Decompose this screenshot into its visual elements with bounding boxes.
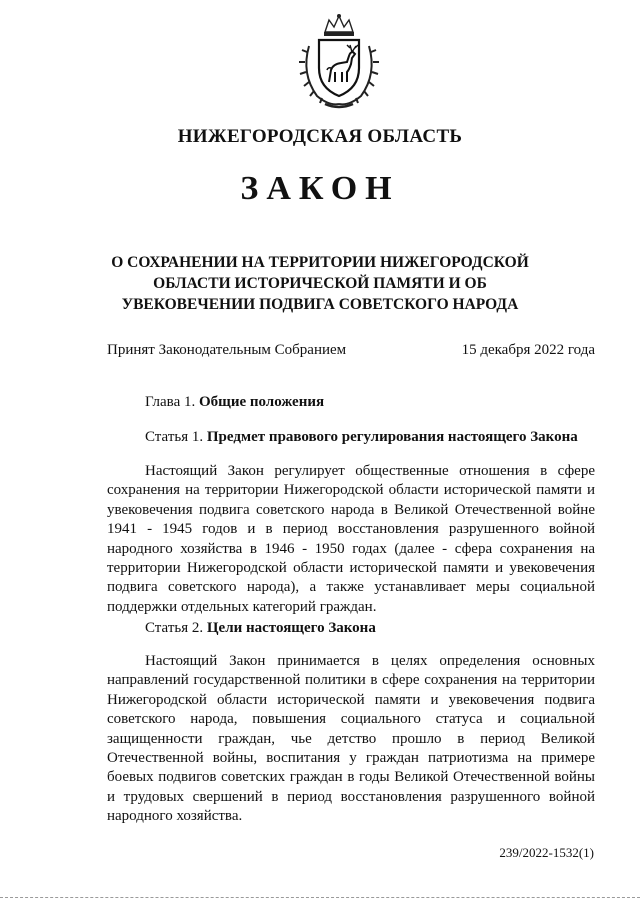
chapter-number: Глава 1. <box>145 394 196 410</box>
chapter-heading <box>145 394 324 411</box>
article-1-title: Предмет правового регулирования настоящего Закона <box>206 429 578 445</box>
law-subject-title: О СОХРАНЕНИИ НА ТЕРРИТОРИИ НИЖЕГОРОДСКОЙ ОБЛАСТИ ИСТОРИЧЕСКОЙ ПАМЯТИ И ОБ УВЕКОВЕЧЕНИИ ПОДВИГА СОВЕТСКОГО НАРОДА <box>111 254 529 313</box>
chapter-title: Общие положения <box>198 394 325 410</box>
article-1-number: Статья 1. <box>145 429 204 445</box>
article-1-text: Настоящий Закон регулирует общественные отношения в сфере сохранения на территории Нижегородской области исторической памяти и увековечения подвига советского народа в Великой Отечественной войне 1941 - 1945 годов и в период восстановления разрушенного войной народного хозяйства в 1946 - 1950 годах (далее - сфера сохранения на территории Нижегородской области исторической памяти и увековечения подвига советского народа), а также устанавливает меры социальной поддержки отдельных категорий граждан. <box>107 463 595 615</box>
adoption-info <box>107 342 595 362</box>
article-2-text: Настоящий Закон принимается в целях определения основных направлений государственной политики в сфере сохранения на территории Нижегородской области исторической памяти и увековечения подвига советского народа, повышения социального статуса и социальной защищенности граждан, чье детство прошло в период Великой Отечественной войны, воспитания у граждан патриотизма на примере боевых подвигов советских граждан в годы Великой Отечественной войны и трудовых свершений в период восстановления разрушенного войной народного хозяйства. <box>107 653 595 825</box>
registration-number: 239/2022-1532(1) <box>499 845 594 860</box>
page-bottom-divider <box>0 897 640 898</box>
article-2-number: Статья 2. <box>145 620 204 636</box>
adoption-date: 15 декабря 2022 года <box>461 342 595 358</box>
document-type-title: ЗАКОН <box>240 170 400 207</box>
article-2-heading <box>145 620 376 637</box>
nizhny-novgorod-coat-of-arms-icon <box>295 12 383 112</box>
article-2-title: Цели настоящего Закона <box>206 620 376 636</box>
region-name: НИЖЕГОРОДСКАЯ ОБЛАСТЬ <box>177 126 463 147</box>
adopted-by-label: Принят Законодательным Собранием <box>107 342 347 358</box>
article-1-heading <box>145 429 578 446</box>
